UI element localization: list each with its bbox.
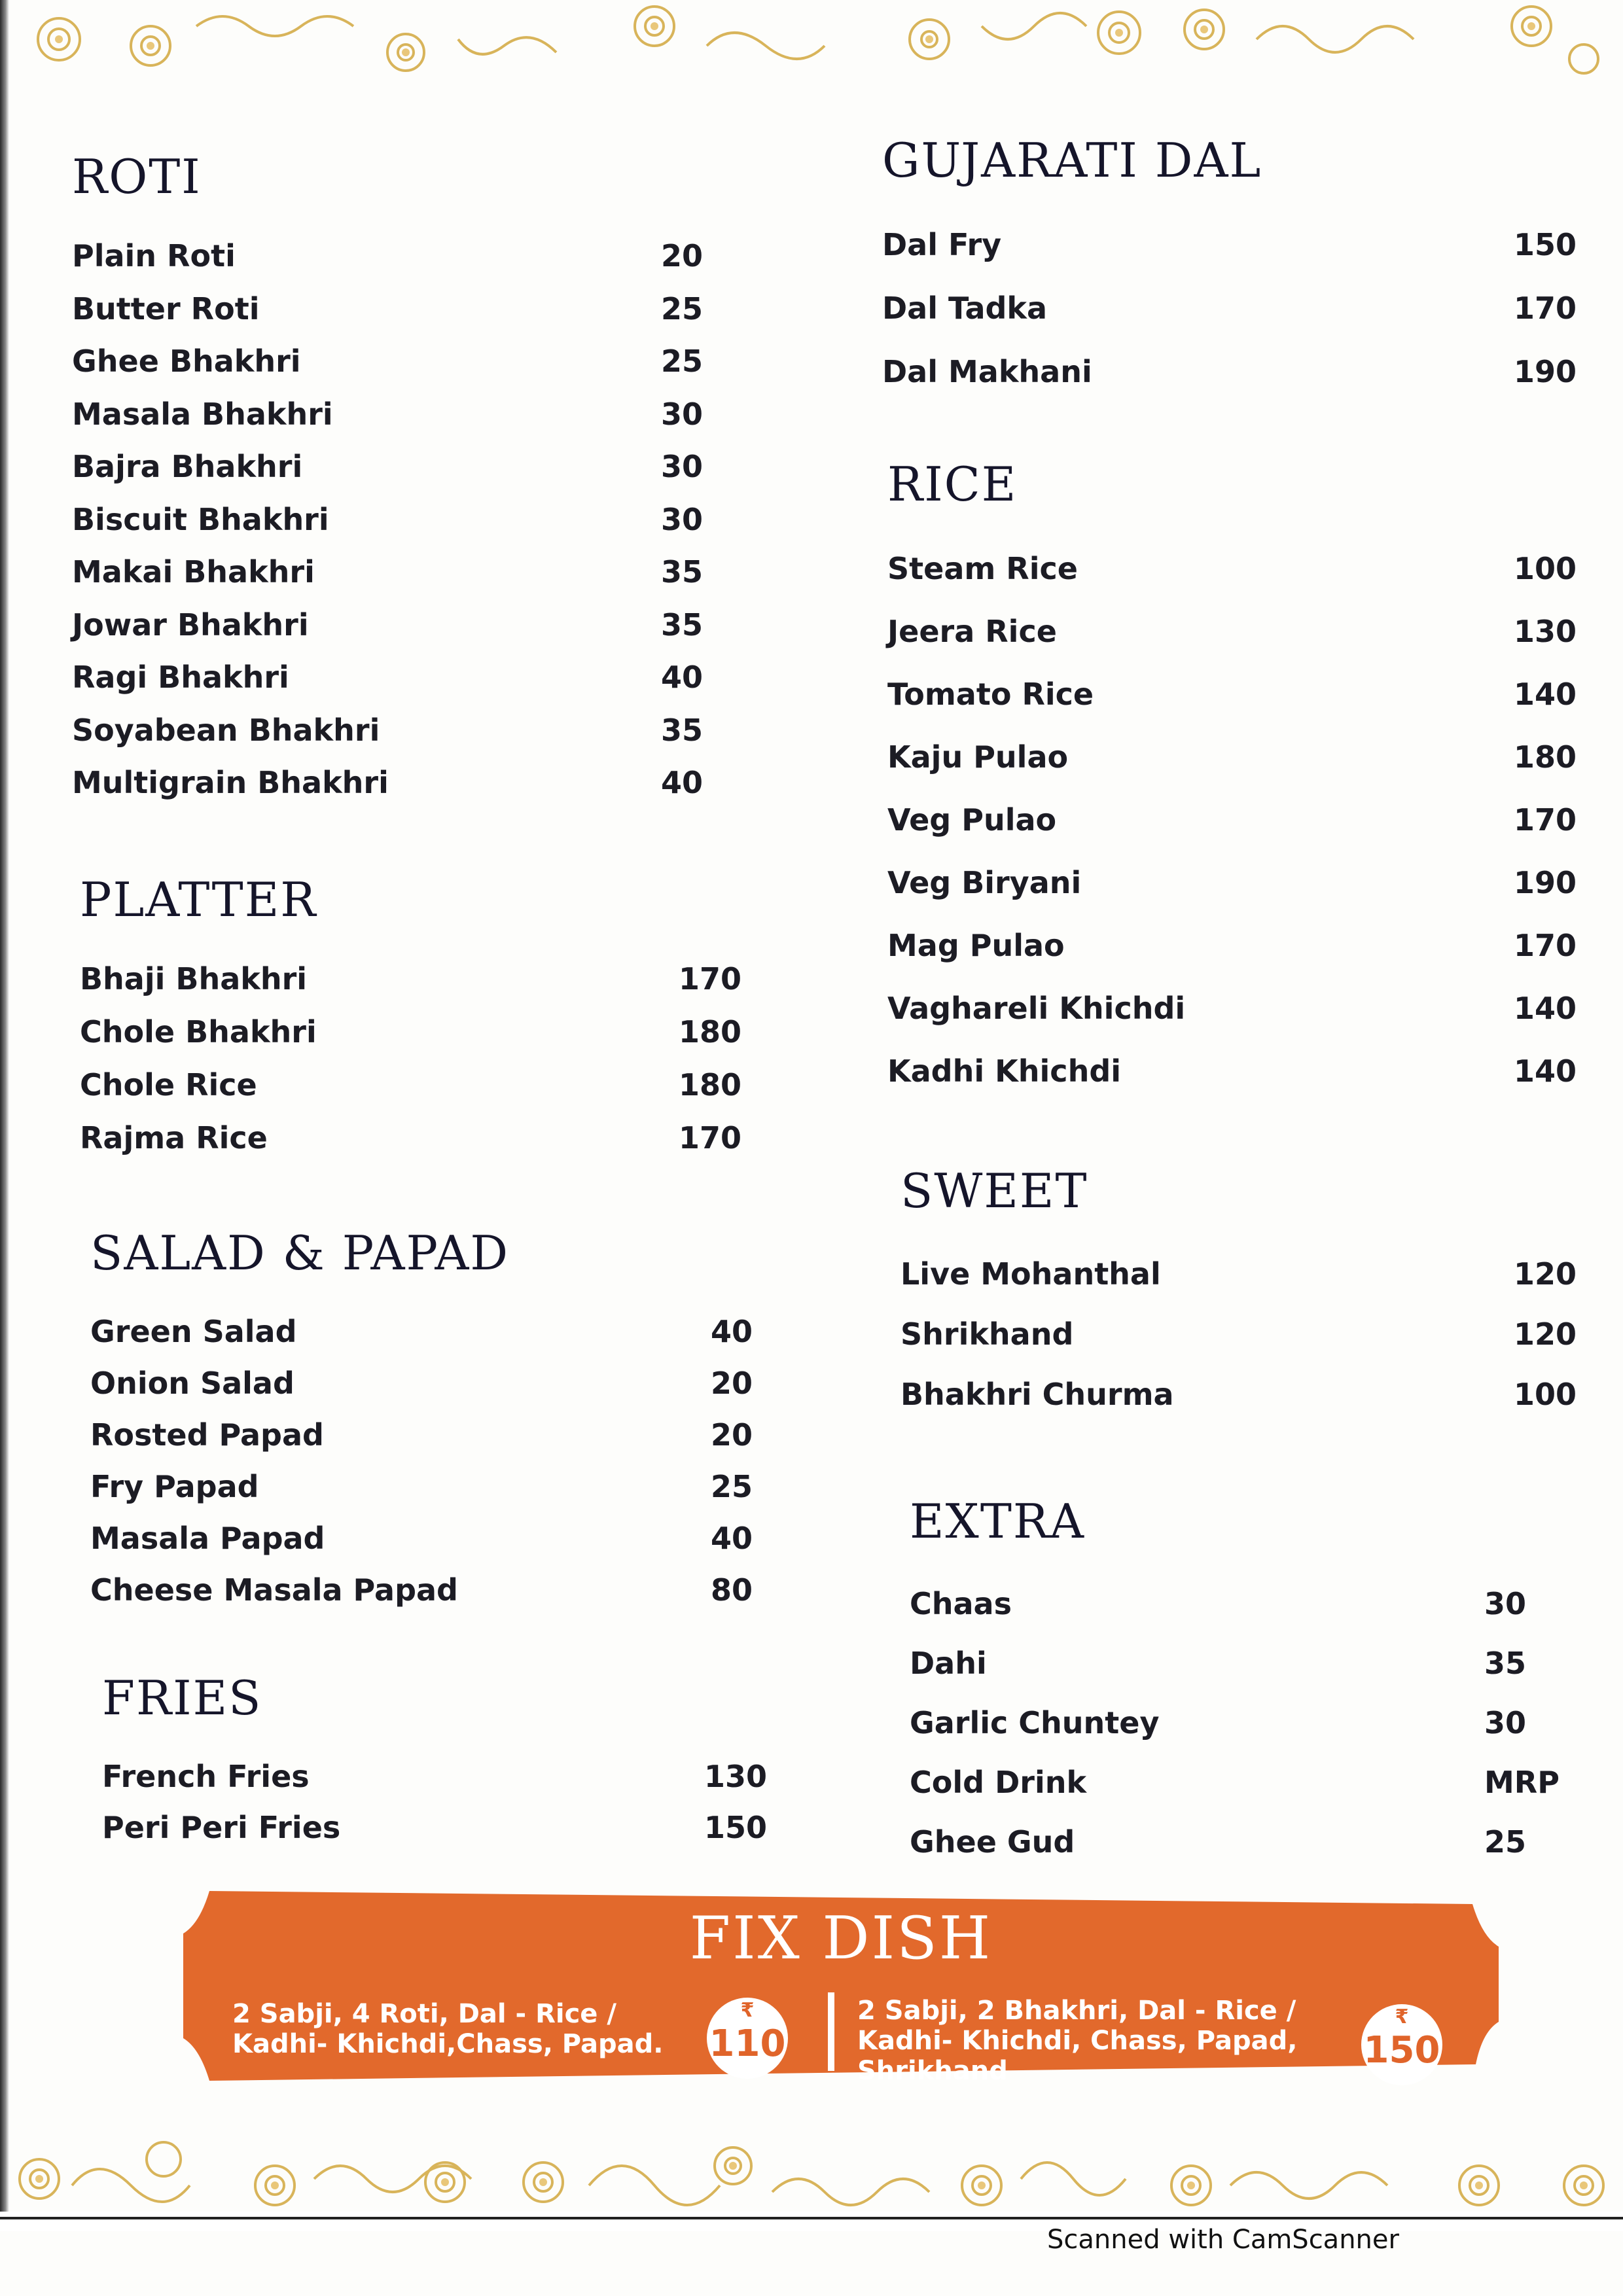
menu-item bbox=[80, 953, 744, 1006]
item-name: Cold Drink bbox=[910, 1765, 1087, 1800]
menu-item bbox=[80, 1059, 744, 1112]
item-name: Biscuit Bhakhri bbox=[72, 501, 329, 537]
section-extra bbox=[910, 1492, 1576, 1872]
menu-item bbox=[72, 756, 726, 809]
item-price: 20 bbox=[711, 1366, 753, 1401]
menu-item bbox=[910, 1574, 1576, 1634]
bottom-ornamental-border bbox=[0, 2120, 1623, 2231]
menu-item bbox=[72, 651, 726, 704]
item-name: Chole Bhakhri bbox=[80, 1014, 317, 1050]
fix-dish-title: FIX DISH bbox=[689, 1904, 993, 1973]
item-name: Mag Pulao bbox=[887, 928, 1065, 963]
item-price: MRP bbox=[1484, 1765, 1560, 1800]
section-gujarati-dal bbox=[882, 131, 1576, 404]
item-name: Bhaji Bhakhri bbox=[80, 961, 308, 997]
item-price: 150 bbox=[704, 1810, 768, 1845]
menu-item bbox=[910, 1812, 1576, 1872]
menu-item bbox=[887, 914, 1576, 977]
menu-item bbox=[72, 230, 726, 283]
menu-item bbox=[887, 537, 1576, 600]
item-name: Fry Papad bbox=[90, 1469, 259, 1504]
item-price: 25 bbox=[711, 1469, 753, 1504]
item-name: Kaju Pulao bbox=[887, 739, 1069, 775]
menu-item bbox=[887, 663, 1576, 726]
item-price: 30 bbox=[1484, 1705, 1527, 1740]
section-title-salad-papad: SALAD & PAPAD bbox=[90, 1226, 510, 1280]
combo-1-price: 110 bbox=[709, 2022, 786, 2065]
item-name: Plain Roti bbox=[72, 238, 236, 274]
item-name: Shrikhand bbox=[901, 1316, 1074, 1352]
section-title-gujarati-dal: GUJARATI DAL bbox=[882, 133, 1262, 188]
item-price: 35 bbox=[1484, 1646, 1527, 1681]
item-price: 180 bbox=[679, 1067, 742, 1103]
item-name: Jeera Rice bbox=[887, 614, 1057, 649]
item-price: 25 bbox=[661, 291, 704, 327]
item-price: 40 bbox=[711, 1521, 753, 1556]
menu-item bbox=[901, 1364, 1576, 1424]
menu-item bbox=[102, 1802, 768, 1853]
item-price: 170 bbox=[1514, 291, 1577, 326]
item-price: 20 bbox=[661, 238, 704, 274]
menu-item bbox=[910, 1693, 1576, 1753]
item-name: Masala Bhakhri bbox=[72, 396, 333, 432]
item-name: Dahi bbox=[910, 1646, 987, 1681]
section-platter bbox=[80, 870, 744, 1165]
item-name: Ghee Bhakhri bbox=[72, 344, 301, 379]
item-price: 170 bbox=[679, 961, 742, 997]
combo-2-description bbox=[857, 1996, 1355, 2086]
menu-item bbox=[887, 726, 1576, 788]
item-price: 100 bbox=[1514, 1377, 1577, 1412]
page-edge-shadow bbox=[0, 0, 9, 2225]
section-sweet bbox=[901, 1161, 1576, 1424]
item-price: 40 bbox=[661, 765, 704, 800]
item-price: 170 bbox=[1514, 928, 1577, 963]
menu-item bbox=[80, 1112, 744, 1165]
item-name: Garlic Chuntey bbox=[910, 1705, 1160, 1740]
section-roti bbox=[72, 147, 726, 809]
item-name: Ghee Gud bbox=[910, 1824, 1075, 1860]
section-title-platter: PLATTER bbox=[80, 872, 317, 927]
item-price: 35 bbox=[661, 712, 704, 748]
item-price: 25 bbox=[1484, 1824, 1527, 1860]
item-price: 40 bbox=[711, 1314, 753, 1349]
item-price: 140 bbox=[1514, 677, 1577, 712]
item-name: Soyabean Bhakhri bbox=[72, 712, 380, 748]
item-price: 170 bbox=[1514, 802, 1577, 838]
item-name: Dal Fry bbox=[882, 227, 1002, 262]
menu-item bbox=[72, 493, 726, 546]
item-price: 190 bbox=[1514, 354, 1577, 389]
item-name: French Fries bbox=[102, 1759, 310, 1794]
section-rice bbox=[887, 455, 1576, 1103]
menu-item bbox=[901, 1304, 1576, 1364]
item-price: 40 bbox=[661, 660, 704, 695]
item-name: Steam Rice bbox=[887, 551, 1078, 586]
menu-item bbox=[887, 600, 1576, 663]
menu-item bbox=[910, 1753, 1576, 1812]
item-name: Jowar Bhakhri bbox=[72, 607, 309, 643]
rupee-icon: ₹ bbox=[1395, 2005, 1409, 2028]
menu-item bbox=[72, 704, 726, 757]
menu-item bbox=[882, 277, 1576, 340]
menu-item bbox=[887, 788, 1576, 851]
menu-item bbox=[901, 1244, 1576, 1304]
item-price: 35 bbox=[661, 554, 704, 590]
menu-item bbox=[887, 977, 1576, 1040]
item-name: Chole Rice bbox=[80, 1067, 257, 1103]
item-price: 130 bbox=[704, 1759, 768, 1794]
section-fries bbox=[102, 1669, 768, 1853]
menu-item bbox=[90, 1461, 758, 1513]
item-name: Vaghareli Khichdi bbox=[887, 991, 1186, 1026]
item-name: Veg Biryani bbox=[887, 865, 1082, 900]
item-name: Dal Tadka bbox=[882, 291, 1048, 326]
fix-dish-banner bbox=[183, 1891, 1499, 2086]
menu-item bbox=[90, 1513, 758, 1564]
section-title-sweet: SWEET bbox=[901, 1163, 1088, 1218]
item-name: Peri Peri Fries bbox=[102, 1810, 341, 1845]
item-price: 30 bbox=[1484, 1586, 1527, 1621]
item-name: Bajra Bhakhri bbox=[72, 449, 303, 484]
menu-item bbox=[72, 335, 726, 388]
item-price: 30 bbox=[661, 396, 704, 432]
combo-2-line: Shrikhand bbox=[857, 2056, 1008, 2086]
item-name: Kadhi Khichdi bbox=[887, 1053, 1122, 1089]
item-price: 170 bbox=[679, 1120, 742, 1156]
item-name: Masala Papad bbox=[90, 1521, 325, 1556]
item-name: Rosted Papad bbox=[90, 1417, 324, 1453]
item-name: Multigrain Bhakhri bbox=[72, 765, 389, 800]
item-name: Makai Bhakhri bbox=[72, 554, 315, 590]
item-price: 35 bbox=[661, 607, 704, 643]
combo-2-line: Kadhi- Khichdi, Chass, Papad, bbox=[857, 2026, 1298, 2056]
item-name: Tomato Rice bbox=[887, 677, 1094, 712]
section-salad-papad bbox=[90, 1224, 758, 1616]
item-price: 25 bbox=[661, 344, 704, 379]
menu-item bbox=[90, 1564, 758, 1616]
combo-1-line: 2 Sabji, 4 Roti, Dal - Rice / bbox=[232, 1999, 616, 2029]
item-name: Rajma Rice bbox=[80, 1120, 268, 1156]
item-price: 100 bbox=[1514, 551, 1577, 586]
menu-item bbox=[882, 213, 1576, 277]
item-name: Green Salad bbox=[90, 1314, 297, 1349]
menu-item bbox=[90, 1306, 758, 1358]
item-name: Bhakhri Churma bbox=[901, 1377, 1174, 1412]
item-price: 20 bbox=[711, 1417, 753, 1453]
combo-2-price-badge bbox=[1361, 2004, 1442, 2085]
item-price: 140 bbox=[1514, 1053, 1577, 1089]
section-title-extra: EXTRA bbox=[910, 1494, 1086, 1549]
menu-item bbox=[90, 1409, 758, 1461]
top-ornamental-border bbox=[0, 0, 1623, 98]
menu-item bbox=[80, 1006, 744, 1059]
combo-1-description bbox=[232, 1999, 704, 2059]
item-name: Ragi Bhakhri bbox=[72, 660, 289, 695]
item-name: Chaas bbox=[910, 1586, 1012, 1621]
item-price: 120 bbox=[1514, 1256, 1577, 1292]
item-name: Cheese Masala Papad bbox=[90, 1572, 458, 1608]
section-title-rice: RICE bbox=[887, 457, 1018, 512]
menu-item bbox=[887, 851, 1576, 914]
item-name: Live Mohanthal bbox=[901, 1256, 1161, 1292]
combo-1-price-badge bbox=[707, 1998, 788, 2079]
item-name: Butter Roti bbox=[72, 291, 260, 327]
item-name: Veg Pulao bbox=[887, 802, 1057, 838]
menu-item bbox=[72, 440, 726, 493]
item-price: 180 bbox=[1514, 739, 1577, 775]
menu-item bbox=[72, 599, 726, 652]
item-name: Dal Makhani bbox=[882, 354, 1092, 389]
item-price: 120 bbox=[1514, 1316, 1577, 1352]
item-price: 190 bbox=[1514, 865, 1577, 900]
menu-item bbox=[910, 1634, 1576, 1693]
item-price: 180 bbox=[679, 1014, 742, 1050]
item-price: 150 bbox=[1514, 227, 1577, 262]
combo-2-price: 150 bbox=[1363, 2029, 1440, 2072]
item-price: 140 bbox=[1514, 991, 1577, 1026]
section-title-fries: FRIES bbox=[102, 1670, 262, 1725]
menu-item bbox=[72, 283, 726, 336]
rupee-icon: ₹ bbox=[740, 1999, 755, 2022]
combo-2-line: 2 Sabji, 2 Bhakhri, Dal - Rice / bbox=[857, 1996, 1296, 2026]
menu-item bbox=[72, 388, 726, 441]
menu-item bbox=[102, 1751, 768, 1802]
menu-item bbox=[887, 1040, 1576, 1103]
combo-1-line: Kadhi- Khichdi,Chass, Papad. bbox=[232, 2029, 664, 2059]
item-price: 130 bbox=[1514, 614, 1577, 649]
combo-divider bbox=[828, 1992, 834, 2071]
item-name: Onion Salad bbox=[90, 1366, 294, 1401]
item-price: 30 bbox=[661, 449, 704, 484]
menu-item bbox=[72, 546, 726, 599]
scanner-watermark: Scanned with CamScanner bbox=[1047, 2225, 1399, 2255]
menu-item bbox=[90, 1358, 758, 1409]
item-price: 80 bbox=[711, 1572, 753, 1608]
section-title-roti: ROTI bbox=[72, 149, 202, 204]
item-price: 30 bbox=[661, 501, 704, 537]
menu-item bbox=[882, 340, 1576, 404]
